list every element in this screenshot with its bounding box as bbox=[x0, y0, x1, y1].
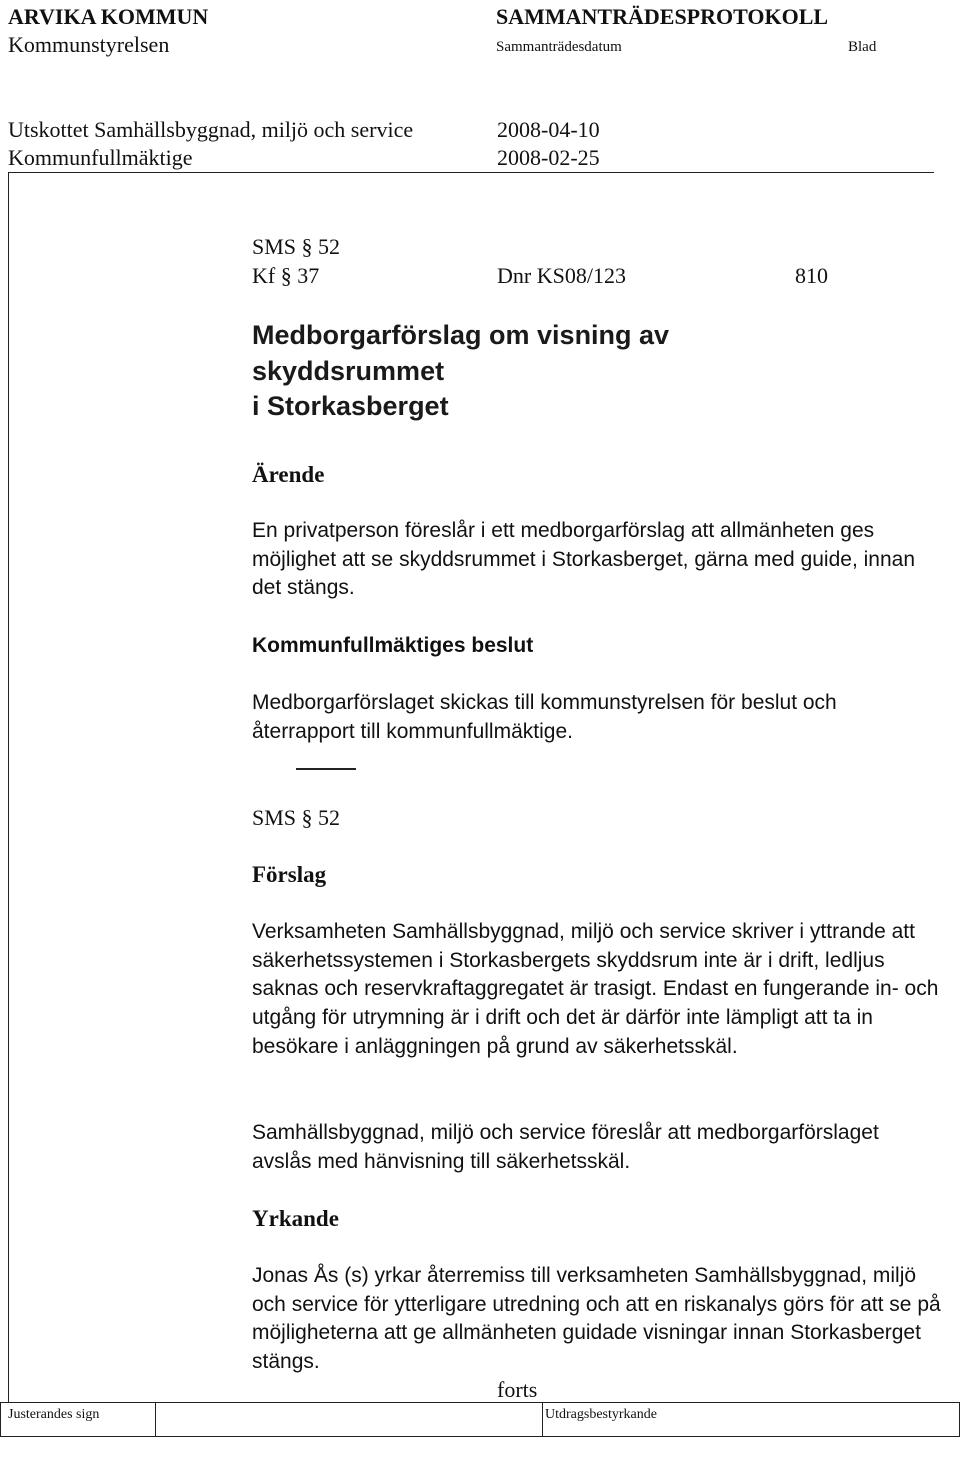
section-separator bbox=[296, 768, 356, 770]
footer-cell-border bbox=[542, 1402, 543, 1437]
footer-cell-border bbox=[0, 1402, 1, 1437]
yrkande-heading: Yrkande bbox=[252, 1206, 339, 1231]
committee-name: Kommunstyrelsen bbox=[8, 32, 170, 57]
arende-text: En privatperson föreslår i ett medborgarförslag att allmänheten ges möjlighet att se skyddsrummet i Storkasberget, gärna med guide, innan det stängs. bbox=[252, 519, 916, 600]
case-title-line: Medborgarförslag om visning av bbox=[252, 320, 670, 350]
kf-decision-text: Medborgarförslaget skickas till kommunstyrelsen för beslut och återrapport till kommunfullmäktige. bbox=[252, 691, 837, 743]
footer-cell-border bbox=[155, 1402, 156, 1437]
sms-section-reference: SMS § 52 bbox=[252, 805, 341, 830]
meeting-date: 2008-04-10 bbox=[497, 117, 600, 142]
meeting-date-label: Sammanträdesdatum bbox=[496, 39, 622, 55]
meeting-name: Kommunfullmäktige bbox=[8, 145, 193, 170]
footer-rule-top bbox=[0, 1402, 960, 1403]
kf-decision-heading: Kommunfullmäktiges beslut bbox=[252, 634, 534, 657]
archive-code: 810 bbox=[795, 263, 828, 288]
forslag-text: Verksamheten Samhällsbyggnad, miljö och service skriver i yttrande att säkerhetssystemen i Storkasbergets skyddsrum inte är i drift, ledljus saknas och reservkraftaggregatet är trasigt. Endast en fungerande in- och utgång för utrymning är i drift och det är därför inte lämpligt att ta in besökare i anläggningen på grund av säkerhetsskäl. bbox=[252, 920, 939, 1058]
protocol-title: SAMMANTRÄDESPROTOKOLL bbox=[496, 4, 829, 29]
arende-heading: Ärende bbox=[252, 462, 325, 487]
certification-label: Utdragsbestyrkande bbox=[545, 1407, 657, 1422]
continued-marker: forts bbox=[497, 1377, 538, 1402]
signature-label: Justerandes sign bbox=[8, 1407, 100, 1422]
case-title-line: skyddsrummet bbox=[252, 356, 445, 386]
forslag-recommendation: Samhällsbyggnad, miljö och service föreslår att medborgarförslaget avslås med hänvisning till säkerhetsskäl. bbox=[252, 1121, 879, 1173]
sms-reference: SMS § 52 bbox=[252, 234, 341, 259]
page-number-label: Blad bbox=[848, 39, 877, 55]
municipality-name: ARVIKA KOMMUN bbox=[8, 4, 209, 29]
meeting-date: 2008-02-25 bbox=[497, 145, 600, 170]
header-divider bbox=[8, 172, 934, 173]
diary-number: Dnr KS08/123 bbox=[497, 263, 626, 288]
kf-reference: Kf § 37 bbox=[252, 263, 320, 288]
left-margin-line bbox=[8, 172, 9, 1402]
yrkande-text: Jonas Ås (s) yrkar återremiss till verksamheten Samhällsbyggnad, miljö och service för ytterligare utredning och att en riskanalys görs för att se på möjligheterna att ge allmänheten guidade visningar innan Storkasberget stängs. bbox=[252, 1264, 941, 1374]
case-title-line: i Storkasberget bbox=[252, 391, 449, 421]
forslag-heading: Förslag bbox=[252, 862, 327, 887]
footer-rule-bottom bbox=[0, 1436, 960, 1437]
meeting-name: Utskottet Samhällsbyggnad, miljö och service bbox=[8, 117, 414, 142]
